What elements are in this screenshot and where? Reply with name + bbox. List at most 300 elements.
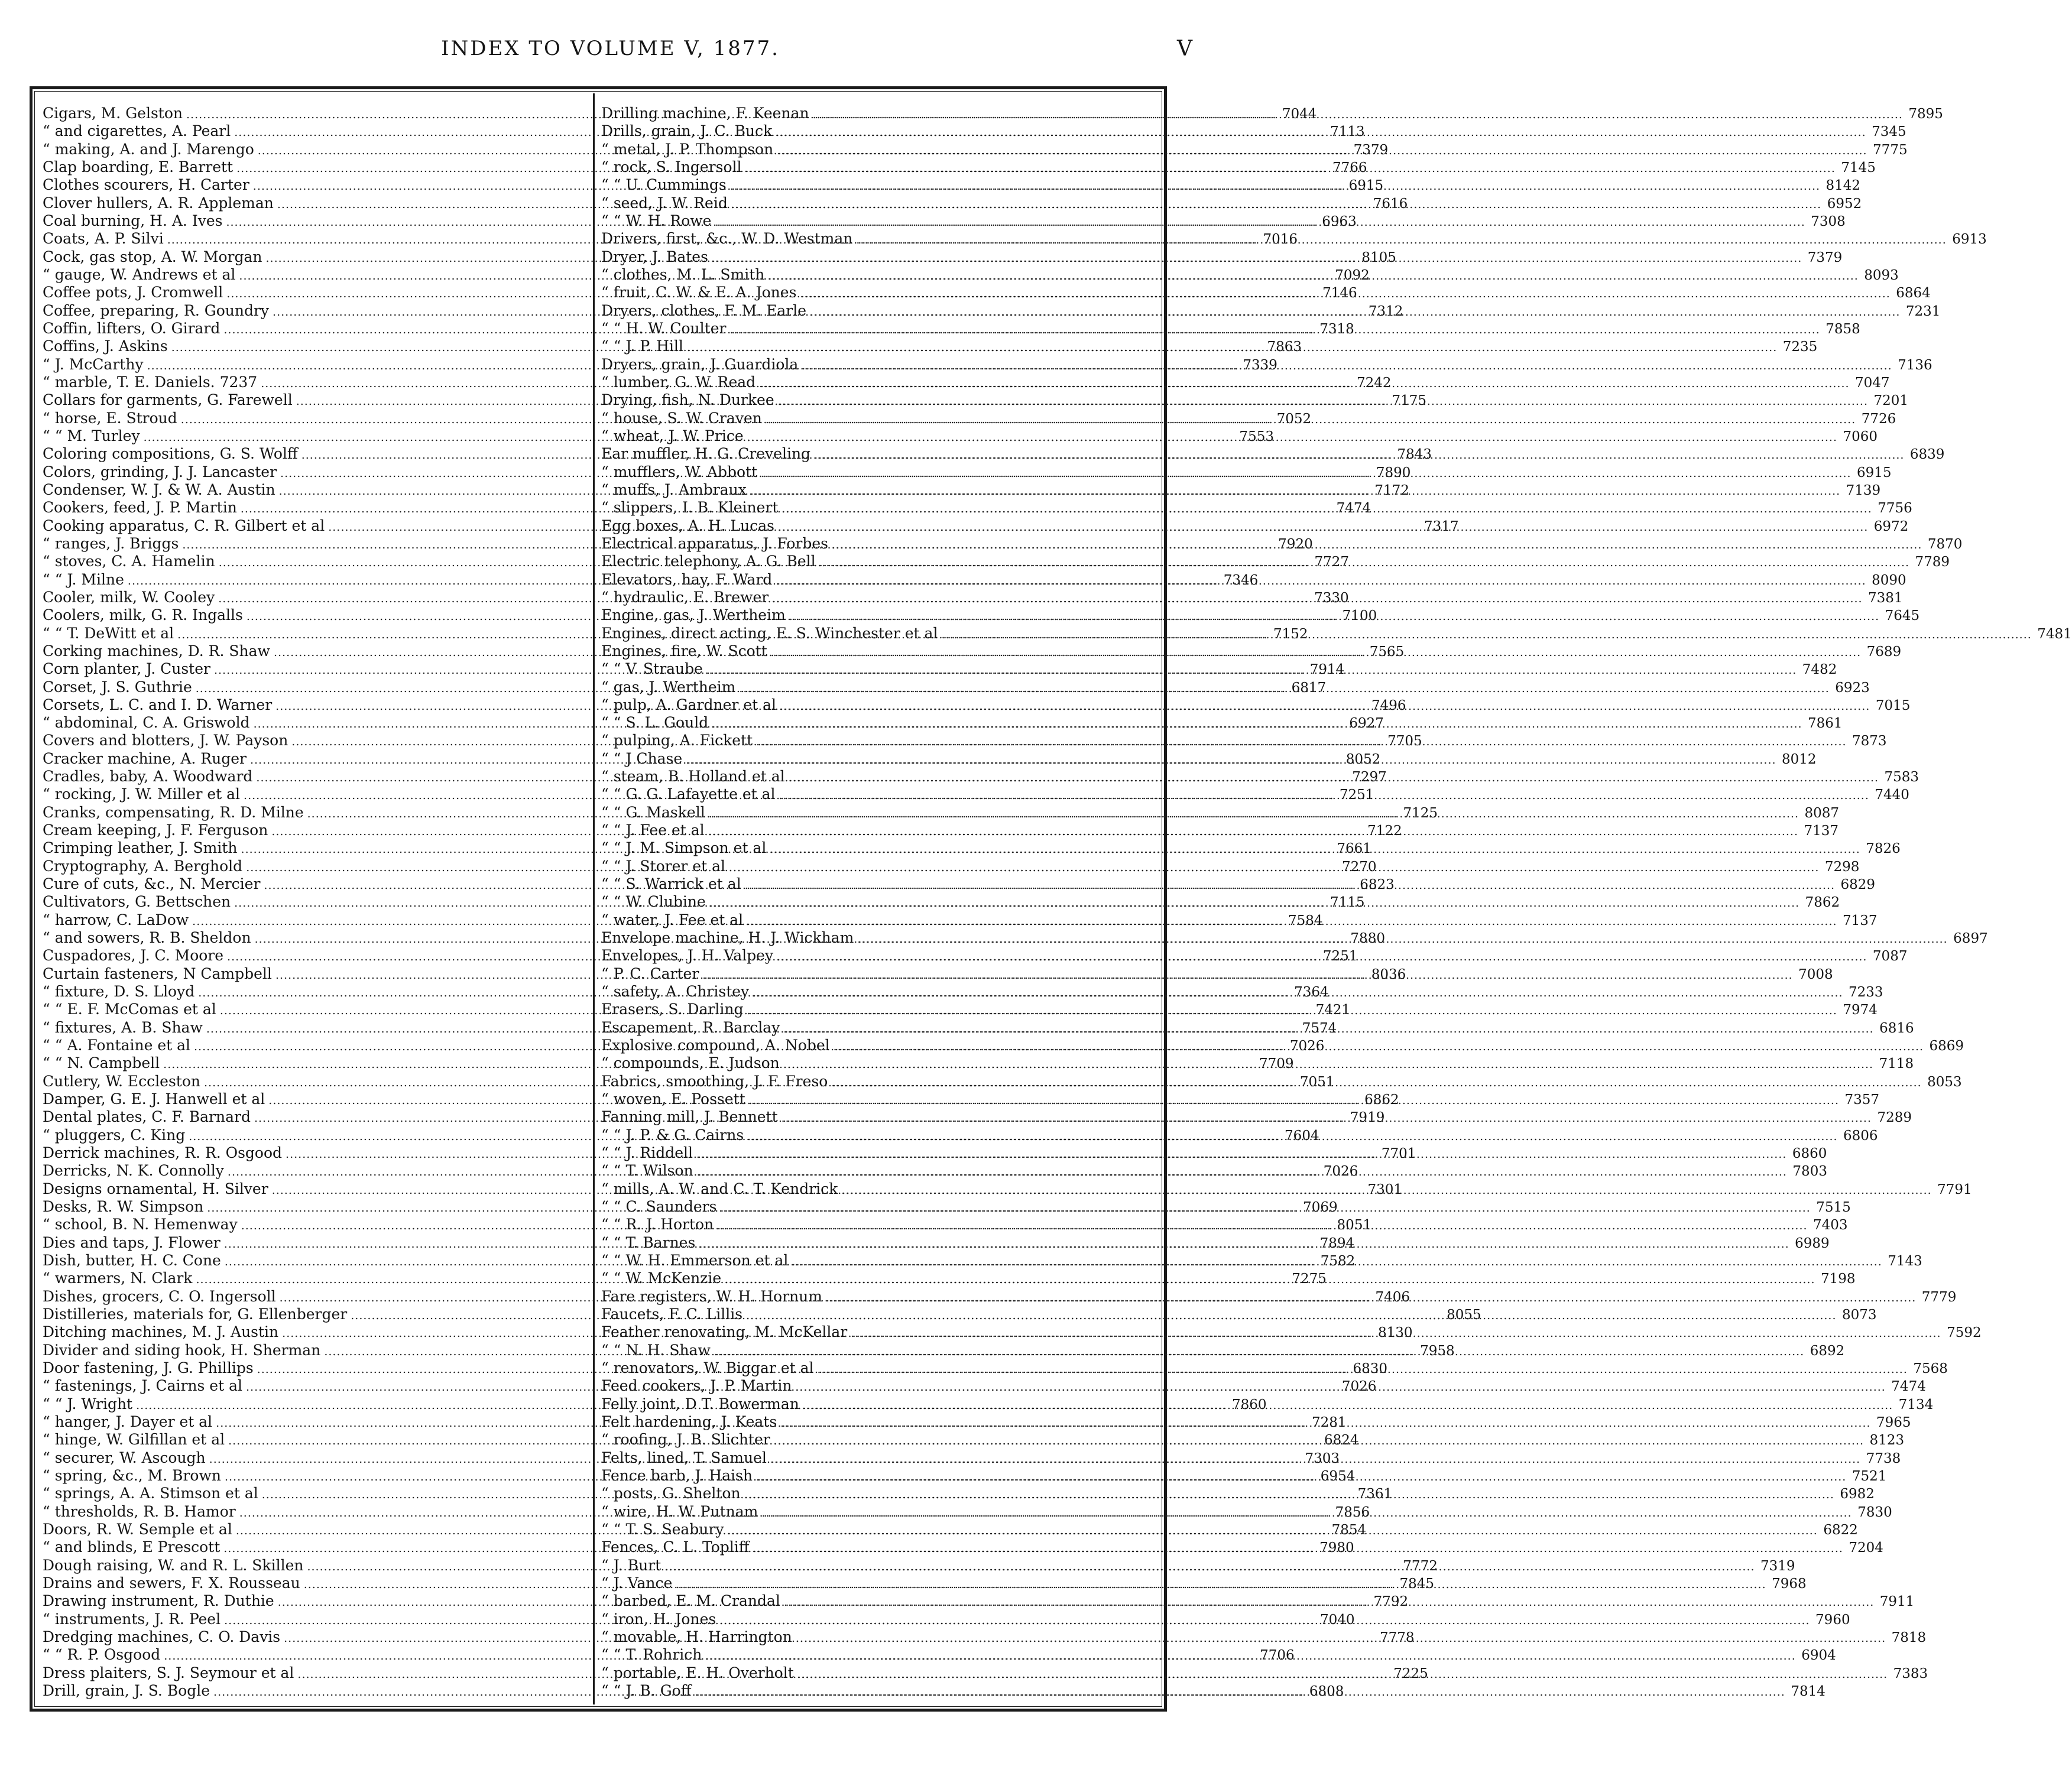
index-entry-number: 6989	[1795, 1235, 1830, 1251]
index-entry-text: Dishes, grocers, C. O. Ingersoll	[43, 1287, 276, 1305]
dot-leader	[753, 984, 1843, 1002]
index-entry-text: Cultivators, G. Bettschen	[43, 893, 231, 911]
index-entry-text: Clothes scourers, H. Carter	[43, 176, 249, 194]
index-entry-number: 6823	[1360, 877, 1395, 893]
dot-leader	[729, 321, 1820, 339]
index-entry-number: 7553	[1239, 428, 1274, 444]
index-entry-number: 7861	[1808, 716, 1843, 732]
index-entry-number: 7137	[1804, 823, 1839, 839]
index-entry-text: Colors, grinding, J. J. Lancaster	[43, 463, 277, 480]
index-entry-number: 8036	[1371, 966, 1406, 982]
index-entry-number: 7803	[1792, 1164, 1827, 1180]
index-entry-number: 7481	[2037, 626, 2072, 642]
index-entry-number: 7968	[1772, 1576, 1807, 1592]
index-entry-text: “ abdominal, C. A. Griswold	[43, 714, 250, 732]
dot-leader	[851, 1324, 1941, 1342]
index-entry-number: 7308	[1811, 213, 1846, 229]
index-entry-number: 7791	[1937, 1181, 1972, 1197]
dot-leader	[797, 1665, 1888, 1683]
index-entry-text: Coffins, J. Askins	[43, 337, 168, 355]
index-entry-number: 7137	[1842, 913, 1878, 928]
index-entry-number: 6904	[1801, 1648, 1836, 1664]
index-entry-text: Cryptography, A. Berghold	[43, 857, 243, 875]
dot-leader	[676, 1576, 1766, 1593]
index-entry-text: Corset, J. S. Guthrie	[43, 678, 192, 696]
index-entry-text: Fare registers, W. H. Hornum	[601, 1287, 822, 1305]
index-entry-number: 7406	[1375, 1289, 1410, 1305]
index-entry-number: 6829	[1840, 877, 1876, 893]
index-entry-text: Coats, A. P. Silvi	[43, 230, 164, 248]
index-entry-number: 7482	[1802, 662, 1837, 678]
dot-leader	[745, 160, 1836, 177]
index-entry-text: “ “ W. McKenzie	[601, 1269, 722, 1287]
dot-leader	[774, 1432, 1864, 1450]
index-entry-number: 7894	[1319, 1235, 1355, 1251]
index-entry-number: 7092	[1335, 267, 1370, 283]
index-entry-text: Collars for garments, G. Farewell	[43, 391, 293, 409]
index-entry-number: 6817	[1291, 680, 1327, 696]
index-entry-text: “ slippers, I. B. Kleinert	[601, 499, 779, 517]
index-entry-text: “ “ J. Wright	[43, 1395, 133, 1413]
index-entry-number: 6839	[1909, 447, 1945, 463]
index-entry-text: Damper, G. E. J. Hanwell et al	[43, 1090, 265, 1108]
index-entry-text: Dredging machines, C. O. Davis	[43, 1628, 281, 1645]
dot-leader	[727, 1522, 1817, 1540]
index-entry-text: “ movable, H. Harrington	[601, 1628, 792, 1645]
index-entry-number: 7515	[1816, 1200, 1851, 1216]
dot-leader	[749, 1092, 1839, 1109]
index-entry-text: “ “ J. P. & G. Cairns	[601, 1126, 744, 1144]
dot-leader	[725, 1271, 1815, 1288]
index-entry-text: “ “ R. P. Osgood	[43, 1646, 161, 1664]
dot-leader	[800, 285, 1890, 303]
index-entry-number: 7115	[1330, 895, 1365, 911]
index-entry-number: 7826	[1866, 841, 1901, 857]
index-entry-text: “ “ T. Wilson	[601, 1162, 693, 1180]
index-entry-text: “ thresholds, R. B. Hamor	[43, 1502, 236, 1520]
index-entry-text: “ seed, J. W. Reid	[601, 194, 728, 212]
index-entry-number: 7689	[1866, 644, 1902, 660]
index-entry-number: 8073	[1841, 1307, 1877, 1323]
index-entry-number: 7052	[1276, 411, 1312, 427]
index-entry-number: 6860	[1792, 1146, 1827, 1162]
index-entry-text: “ gas, J. Wertheim	[601, 678, 736, 696]
index-entry-text: “ school, B. N. Hemenway	[43, 1216, 238, 1233]
index-entry-number: 7381	[1868, 590, 1903, 606]
dot-leader	[782, 1109, 1872, 1127]
index-entry-text: Drill, grain, J. S. Bogle	[43, 1681, 210, 1699]
dot-leader	[750, 482, 1840, 500]
dot-leader	[826, 1289, 1916, 1307]
index-entry-number: 6862	[1364, 1092, 1399, 1108]
index-entry-number: 7919	[1350, 1110, 1385, 1126]
index-entry-number: 7118	[1879, 1056, 1914, 1072]
index-entry-number: 7345	[1872, 124, 1906, 140]
index-entry-text: “ “ J. Storer et al	[601, 857, 725, 875]
page-title: INDEX TO VOLUME V, 1877.	[441, 37, 780, 60]
index-entry-number: 6954	[1320, 1468, 1356, 1484]
dot-leader	[772, 590, 1862, 608]
index-entry-text: “ “ U. Cummings	[601, 176, 727, 194]
dot-leader	[770, 1450, 1860, 1468]
dot-leader	[730, 177, 1820, 195]
index-entry-number: 6892	[1810, 1343, 1845, 1359]
index-entry-text: Drawing instrument, R. Duthie	[43, 1592, 274, 1610]
index-entry-number: 7584	[1288, 913, 1323, 928]
index-entry-text: “ “ S. Warrick et al	[601, 875, 741, 893]
dot-leader	[747, 1128, 1837, 1145]
index-entry-text: “ harrow, C. LaDow	[43, 911, 189, 928]
index-entry-number: 7364	[1294, 985, 1329, 1001]
index-entry-number: 7854	[1331, 1522, 1367, 1538]
index-entry-number: 7146	[1322, 285, 1357, 301]
index-entry-number: 7965	[1876, 1414, 1911, 1430]
index-entry-number: 7026	[1323, 1164, 1358, 1180]
index-entry-text: Dies and taps, J. Flower	[43, 1233, 221, 1251]
index-entry-number: 7843	[1397, 447, 1432, 463]
index-entry-text: “ stoves, C. A. Hamelin	[43, 553, 215, 570]
index-entry-text: “ “ T. Barnes	[601, 1233, 696, 1251]
dot-leader	[810, 303, 1900, 321]
dot-leader	[941, 626, 2031, 644]
index-entry-number: 7297	[1352, 770, 1387, 785]
dot-leader	[739, 680, 1829, 697]
index-entry-number: 7251	[1339, 787, 1374, 803]
index-entry-text: “ “ N. H. Shaw	[601, 1341, 711, 1359]
index-entry-text: “ rocking, J. W. Miller et al	[43, 785, 241, 803]
index-entry-text: Envelope machine, H. J. Wickham	[601, 929, 854, 947]
index-entry-number: 7016	[1263, 232, 1298, 248]
dot-leader	[729, 859, 1819, 876]
dot-leader	[814, 446, 1904, 464]
dot-leader	[803, 1397, 1893, 1414]
dot-leader	[697, 1163, 1787, 1181]
dot-leader	[857, 930, 1947, 948]
dot-leader	[832, 536, 1922, 554]
dot-leader	[783, 1056, 1873, 1073]
index-entry-text: “ “ R. J. Horton	[601, 1216, 714, 1233]
dot-leader	[756, 1468, 1846, 1486]
index-entry-text: Dress plaiters, S. J. Seymour et al	[43, 1664, 294, 1681]
dot-leader	[777, 948, 1867, 966]
index-entry-number: 7960	[1815, 1612, 1850, 1628]
index-entry-number: 8087	[1804, 805, 1840, 821]
index-entry-text: “ “ J. Fee et al	[601, 822, 705, 839]
index-entry-text: Electrical apparatus, J. Forbes	[601, 534, 829, 552]
index-entry-text: Cure of cuts, &c., N. Mercier	[43, 875, 261, 893]
dot-leader	[831, 1074, 1921, 1092]
index-entry-text: Cigars, M. Gelston	[43, 105, 183, 122]
index-entry-number: 6915	[1348, 178, 1384, 194]
index-entry-number: 7051	[1299, 1074, 1335, 1090]
index-entry-text: “ “ A. Fontaine et al	[43, 1037, 191, 1054]
dot-leader	[776, 572, 1866, 590]
index-entry-number: 6816	[1879, 1020, 1914, 1036]
index-entry-number: 8055	[1447, 1307, 1481, 1323]
index-entry-text: Fences, C. L. Topliff	[601, 1538, 750, 1556]
index-entry-text: “ “ J. Riddell	[601, 1144, 693, 1162]
index-entry-text: Cranks, compensating, R. D. Milne	[43, 803, 304, 821]
index-entry-text: “ renovators, W. Biggar et al	[601, 1359, 814, 1376]
dot-leader	[719, 1612, 1810, 1629]
index-entry-number: 8052	[1345, 751, 1381, 767]
index-entry-text: “ J. Vance	[601, 1574, 673, 1592]
index-entry-text: Cream keeping, J. F. Ferguson	[43, 822, 268, 839]
index-entry-text: Drilling machine, F. Keenan	[601, 105, 809, 122]
index-entry-number: 7289	[1877, 1110, 1912, 1126]
index-entry-number: 8130	[1378, 1325, 1413, 1341]
index-entry-text: Fabrics, smoothing, J. F. Freso	[601, 1072, 828, 1090]
index-entry-text: “ wheat, J. W. Price	[601, 427, 744, 444]
index-entry-number: 8012	[1782, 751, 1817, 767]
index-entry-number: 6808	[1309, 1683, 1344, 1699]
index-entry-text: Dough raising, W. and R. L. Skillen	[43, 1556, 304, 1574]
index-entry-number: 7319	[1760, 1558, 1795, 1574]
index-entry-number: 6913	[1952, 232, 1987, 248]
index-entry-text: “ barbed, E. M. Crandal	[601, 1592, 780, 1610]
index-entry-number: 7172	[1374, 482, 1409, 498]
index-entry-text: “ roofing, J. B. Slichter	[601, 1431, 770, 1449]
index-entry-text: Envelopes, J. H. Valpey	[601, 947, 774, 965]
index-entry-text: Cutlery, W. Eccleston	[43, 1072, 201, 1090]
index-entry-text: “ rock, S. Ingersoll	[601, 158, 742, 176]
dot-leader	[778, 392, 1868, 410]
index-entry-text: Felt hardening, J. Keats	[601, 1413, 777, 1430]
dot-leader	[746, 1307, 1836, 1324]
dot-leader	[789, 769, 1879, 787]
index-entry-number: 7709	[1259, 1056, 1294, 1072]
index-entry-number: 7361	[1357, 1486, 1393, 1502]
index-entry-number: 7920	[1278, 536, 1313, 552]
index-entry-number: 7047	[1854, 375, 1890, 391]
index-entry-number: 7701	[1381, 1146, 1416, 1162]
index-entry-text: “ and sowers, R. B. Sheldon	[43, 929, 251, 947]
index-entry-text: Cooler, milk, W. Cooley	[43, 588, 215, 606]
index-entry-number: 7339	[1243, 357, 1277, 373]
dot-leader	[780, 1414, 1870, 1432]
index-entry-number: 8090	[1872, 572, 1906, 588]
dot-leader	[761, 1504, 1851, 1522]
index-entry-number: 8105	[1361, 249, 1396, 265]
dot-leader	[784, 1593, 1874, 1611]
index-entry-number: 7008	[1798, 966, 1833, 982]
dot-leader	[766, 411, 1856, 428]
index-entry-number: 7766	[1332, 160, 1367, 176]
dot-leader	[813, 106, 1903, 124]
dot-leader	[792, 1253, 1882, 1271]
dot-leader	[753, 1540, 1843, 1557]
dot-leader	[747, 428, 1837, 446]
index-entry-number: 8142	[1825, 178, 1861, 194]
dot-leader	[706, 661, 1797, 679]
index-entry-number: 7974	[1843, 1002, 1878, 1018]
index-entry-number: 7198	[1820, 1271, 1856, 1287]
index-entry-text: “ “ H. W. Coulter	[601, 319, 727, 337]
index-entry-number: 7270	[1342, 859, 1377, 875]
index-entry-number: 7568	[1913, 1361, 1948, 1376]
dot-leader	[783, 1020, 1873, 1038]
dot-leader	[714, 1343, 1804, 1361]
index-entry-number: 7862	[1805, 895, 1840, 911]
index-entry-number: 6915	[1857, 465, 1892, 480]
index-entry-text: “ safety, A. Christey	[601, 983, 750, 1001]
index-entry-text: “ “ G. G. Lafayette et al	[601, 785, 776, 803]
index-entry-number: 8053	[1927, 1074, 1962, 1090]
index-entry-text: Cuspadores, J. C. Moore	[43, 947, 224, 965]
index-entry-number: 6806	[1843, 1128, 1878, 1144]
index-entry-text: Dental plates, C. F. Barnard	[43, 1108, 251, 1126]
index-entry-number: 7026	[1289, 1038, 1325, 1054]
index-entry-text: “ “ J Chase	[601, 749, 683, 767]
index-entry-text: “ “ S. L. Gould	[601, 714, 709, 732]
index-entry-number: 8093	[1864, 267, 1899, 283]
dot-leader	[802, 357, 1892, 375]
index-entry-number: 7565	[1369, 644, 1405, 660]
index-entry-text: “ “ T. Rohrich	[601, 1646, 702, 1664]
index-entry-text: “ “ M. Turley	[43, 427, 140, 444]
dot-leader	[720, 1199, 1810, 1217]
index-entry-text: “ fixtures, A. B. Shaw	[43, 1018, 203, 1036]
index-entry-number: 7357	[1844, 1092, 1880, 1108]
index-entry-number: 6927	[1349, 716, 1384, 732]
dot-leader	[731, 196, 1821, 213]
index-entry-text: “ “ W. H. Emmerson et al	[601, 1252, 789, 1269]
dot-leader	[795, 1378, 1885, 1396]
index-entry-text: Faucets, F. C. Lillis	[601, 1305, 743, 1323]
index-entry-number: 7233	[1849, 985, 1883, 1001]
index-entry-number: 7592	[1947, 1325, 1982, 1341]
index-entry-number: 7880	[1350, 931, 1385, 947]
index-entry-number: 7040	[1319, 1612, 1355, 1628]
index-entry-text: Derrick machines, R. R. Osgood	[43, 1144, 283, 1162]
index-entry-number: 7225	[1393, 1665, 1428, 1681]
index-entry-text: “ “ W. Clubine	[601, 893, 706, 911]
index-entry-number: 7860	[1231, 1397, 1267, 1413]
index-entry-number: 8123	[1869, 1433, 1905, 1449]
index-entry-text: Cookers, feed, J. P. Martin	[43, 499, 237, 517]
dot-leader	[771, 644, 1861, 661]
index-entry-number: 6982	[1840, 1486, 1875, 1502]
index-entry-number: 7403	[1812, 1217, 1848, 1233]
index-entry-number: 7496	[1371, 697, 1406, 713]
index-entry-number: 7383	[1893, 1665, 1928, 1681]
index-entry-text: “ springs, A. A. Stimson et al	[43, 1485, 258, 1502]
index-entry-text: Felly joint, D T. Bowerman	[601, 1395, 799, 1413]
index-entry-number: 7604	[1285, 1128, 1319, 1144]
index-entry-text: “ posts, G. Shelton	[601, 1485, 741, 1502]
index-entry-number: 7772	[1403, 1558, 1438, 1574]
index-entry-text: “ securer, W. Ascough	[43, 1449, 206, 1466]
index-entry-number: 7574	[1302, 1020, 1337, 1036]
dot-leader	[819, 554, 1909, 572]
dot-leader	[761, 465, 1851, 482]
index-entry-number: 7152	[1273, 626, 1308, 642]
dot-leader	[709, 805, 1799, 823]
index-entry-text: Drills, grain, J. C. Buck	[601, 122, 773, 140]
index-entry-text: Coolers, milk, G. R. Ingalls	[43, 606, 243, 624]
index-entry-text: “ marble, T. E. Daniels. 7237	[43, 373, 258, 391]
index-entry-text: Feather renovating, M. McKellar	[601, 1323, 848, 1341]
index-entry-text: “ spring, &c., M. Brown	[43, 1466, 221, 1484]
index-entry-text: “ “ N. Campbell	[43, 1054, 160, 1072]
page-header	[0, 37, 1221, 66]
index-entry-text: Dryer, J. Bates	[601, 248, 708, 265]
index-entry-number: 7060	[1843, 428, 1878, 444]
dot-leader	[702, 966, 1792, 984]
index-entry-number: 7474	[1336, 501, 1371, 517]
index-entry-text: “ horse, E. Stroud	[43, 409, 177, 427]
index-entry-text: “ portable, E. H. Overholt	[601, 1664, 794, 1681]
index-entry-text: Dryers, clothes, F. M. Earle	[601, 301, 807, 319]
index-entry-text: Fence barb, J. Haish	[601, 1466, 753, 1484]
index-entry-number: 7738	[1866, 1450, 1901, 1466]
index-entry-text: “ J. Burt	[601, 1556, 662, 1574]
index-entry-number: 7100	[1342, 608, 1377, 624]
index-entry-number: 7231	[1905, 303, 1941, 319]
index-entry-text: “ fixture, D. S. Lloyd	[43, 983, 195, 1001]
index-entry-text: Clover hullers, A. R. Appleman	[43, 194, 274, 212]
index-entry-number: 7895	[1908, 106, 1943, 122]
index-entry-text: Distilleries, materials for, G. Ellenberger	[43, 1305, 348, 1323]
index-entry-text: Ditching machines, M. J. Austin	[43, 1323, 279, 1341]
index-entry-text: Fanning mill, J. Bennett	[601, 1108, 778, 1126]
index-entry-number: 6824	[1324, 1433, 1359, 1449]
index-entry-text: “ P. C. Carter	[601, 965, 699, 982]
index-entry-number: 6963	[1322, 213, 1357, 229]
index-entry-number: 7814	[1791, 1683, 1825, 1699]
index-entry-number: 7136	[1898, 357, 1932, 373]
index-entry-text: “ warmers, N. Clark	[43, 1269, 193, 1287]
index-entry-number: 7856	[1335, 1504, 1370, 1520]
index-entry-text: Crimping leather, J. Smith	[43, 839, 238, 857]
dot-leader	[780, 697, 1870, 715]
index-entry-text: Drains and sewers, F. X. Rousseau	[43, 1574, 300, 1592]
dot-leader	[715, 213, 1805, 231]
index-entry-number: 7792	[1373, 1594, 1409, 1610]
index-entry-number: 7113	[1330, 124, 1365, 140]
dot-leader	[705, 1647, 1795, 1665]
index-entry-text: Coffin, lifters, O. Girard	[43, 319, 221, 337]
dot-leader	[717, 1217, 1807, 1235]
index-entry-text: “ and blinds, E Prescott	[43, 1538, 221, 1556]
index-entry-text: “ “ V. Straube	[601, 660, 703, 678]
index-entry-number: 7705	[1387, 733, 1422, 749]
index-entry-text: “ compounds, E. Judson	[601, 1054, 780, 1072]
index-entry-text: “ gauge, W. Andrews et al	[43, 265, 236, 283]
index-entry-number: 7616	[1373, 196, 1408, 212]
index-entry-number: 7298	[1824, 859, 1860, 875]
index-entry-number: 7818	[1891, 1629, 1927, 1645]
index-entry-text: Engines, direct acting, E. S. Winchester et al	[601, 624, 938, 642]
index-entry-number: 6869	[1929, 1038, 1964, 1054]
index-entry-text: Condenser, W. J. & W. A. Austin	[43, 480, 275, 498]
dot-leader	[695, 1683, 1785, 1701]
index-entry-number: 7301	[1367, 1181, 1403, 1197]
index-entry-number: 7251	[1322, 949, 1358, 965]
dot-leader	[818, 1361, 1908, 1378]
index-entry-number: 6822	[1823, 1522, 1858, 1538]
index-entry-text: Escapement, R. Barclay	[601, 1018, 780, 1036]
index-entry-text: Derricks, N. K. Connolly	[43, 1162, 224, 1180]
index-entry-number: 7661	[1337, 841, 1371, 857]
index-entry-number: 7911	[1879, 1594, 1915, 1610]
index-entry-number: 7143	[1888, 1254, 1922, 1269]
index-entry-number: 7863	[1267, 339, 1302, 355]
dot-leader	[709, 894, 1799, 912]
index-entry-text: Drying, fish, N. Durkee	[601, 391, 774, 409]
index-entry-number: 7379	[1807, 249, 1843, 265]
index-entry-text: Corn planter, J. Custer	[43, 660, 210, 678]
